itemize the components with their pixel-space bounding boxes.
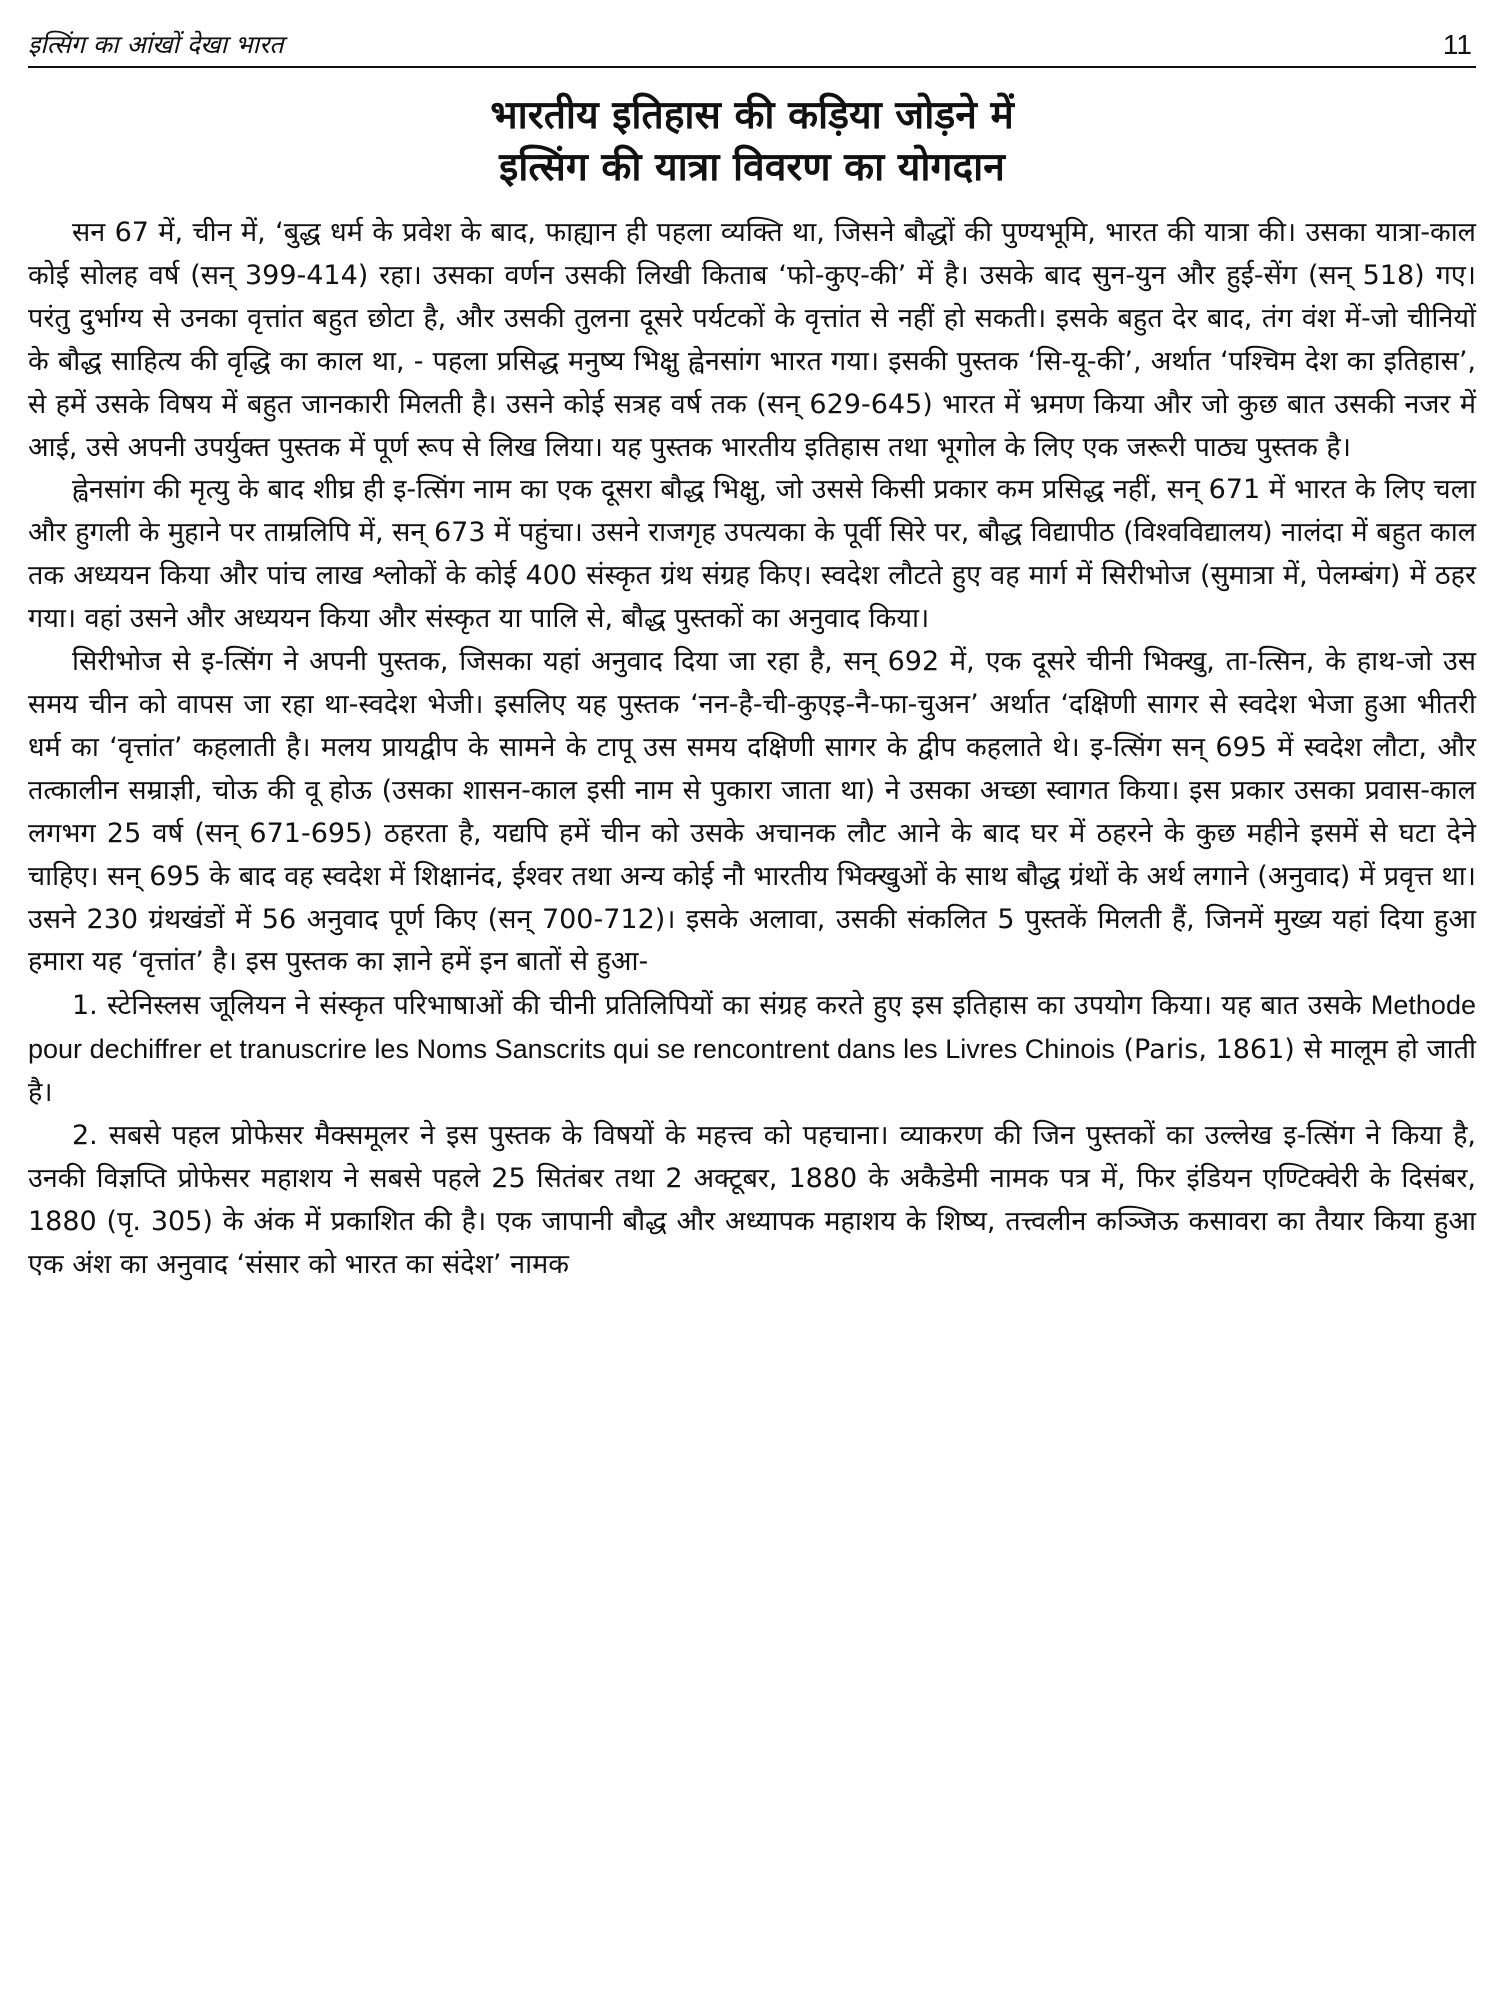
numbered-item-1 bbox=[28, 984, 1476, 1115]
running-header bbox=[28, 30, 1476, 68]
paragraph-faxian-xuanzang: सन 67 में, चीन में, ‘बुद्ध धर्म के प्रवेश के बाद, फाह्यान ही पहला व्यक्ति था, जिसने बौद्धों की पुण्यभूमि, भारत की यात्रा की। उसका यात्रा-काल कोई सोलह वर्ष (सन् 399-414) रहा। उसका वर्णन उसकी लिखी किताब ‘फो-कुए-की’ में है। उसके बाद सुन-युन और हुई-सेंग (सन् 518) गए। परंतु दुर्भाग्य से उनका वृत्तांत बहुत छोटा है, और उसकी तुलना दूसरे पर्यटकों के वृत्तांत से नहीं हो सकती। इसके बहुत देर बाद, तंग वंश में-जो चीनियों के बौद्ध साहित्य की वृद्धि का काल था, - पहला प्रसिद्ध मनुष्य भिक्षु ह्वेनसांग भारत गया। इसकी पुस्तक ‘सि-यू-की’, अर्थात ‘पश्चिम देश का इतिहास’, से हमें उसके विषय में बहुत जानकारी मिलती है। उसने कोई सत्रह वर्ष तक (सन् 629-645) भारत में भ्रमण किया और जो कुछ बात उसकी नजर में आई, उसे अपनी उपर्युक्त पुस्तक में पूर्ण रूप से लिख लिया। यह पुस्तक भारतीय इतिहास तथा भूगोल के लिए एक जरूरी पाठ्य पुस्तक है। bbox=[28, 217, 1477, 463]
paragraph-itsing-journey: ह्वेनसांग की मृत्यु के बाद शीघ्र ही इ-त्सिंग नाम का एक दूसरा बौद्ध भिक्षु, जो उससे किसी प्रकार कम प्रसिद्ध नहीं, सन् 671 में भारत के लिए चला और हुगली के मुहाने पर ताम्रलिपि में, सन् 673 में पहुंचा। उसने राजगृह उपत्यका के पूर्वी सिरे पर, बौद्ध विद्यापीठ (विश्वविद्यालय) नालंदा में बहुत काल तक अध्ययन किया और पांच लाख श्लोकों के कोई 400 संस्कृत ग्रंथ संग्रह किए। स्वदेश लौटते हुए वह मार्ग में सिरीभोज (सुमात्रा में, पेलम्बंग) में ठहर गया। वहां उसने और अध्ययन किया और संस्कृत या पालि से, बौद्ध पुस्तकों का अनुवाद किया। bbox=[28, 474, 1476, 635]
item-1-tail: (Paris, 1861) से मालूम हो जाती है। bbox=[28, 1034, 1476, 1109]
item-1-french-title: Methode pour dechiffrer et tranuscrire les Noms Sanscrits qui se rencontrent dans les Livres Chinois bbox=[28, 990, 1476, 1065]
chapter-heading bbox=[28, 90, 1476, 194]
item-1-lead: 1. स्टेनिस्लस जूलियन ने संस्कृत परिभाषाओं की चीनी प्रतिलिपियों का संग्रह करते हुए इस इतिहास का उपयोग किया। यह बात उसके bbox=[72, 990, 1362, 1022]
running-title: इत्सिंग का आंखों देखा भारत bbox=[28, 30, 284, 59]
chapter-heading-line-2: इत्सिंग की यात्रा विवरण का योगदान bbox=[499, 145, 1005, 190]
paragraph-itsing-book: सिरीभोज से इ-त्सिंग ने अपनी पुस्तक, जिसका यहां अनुवाद दिया जा रहा है, सन् 692 में, एक दूसरे चीनी भिक्खु, ता-त्सिन, के हाथ-जो उस समय चीन को वापस जा रहा था-स्वदेश भेजी। इसलिए यह पुस्तक ‘नन-है-ची-कुएइ-नै-फा-चुअन’ अर्थात ‘दक्षिणी सागर से स्वदेश भेजा हुआ भीतरी धर्म का ‘वृत्तांत’ कहलाती है। मलय प्रायद्वीप के सामने के टापू उस समय दक्षिणी सागर के द्वीप कहलाते थे। इ-त्सिंग सन् 695 में स्वदेश लौटा, और तत्कालीन सम्राज्ञी, चोऊ की वू होऊ (उसका शासन-काल इसी नाम से पुकारा जाता था) ने उसका अच्छा स्वागत किया। इस प्रकार उसका प्रवास-काल लगभग 25 वर्ष (सन् 671-695) ठहरता है, यद्यपि हमें चीन को उसके अचानक लौट आने के बाद घर में ठहरने के कुछ महीने इसमें से घटा देने चाहिए। सन् 695 के बाद वह स्वदेश में शिक्षानंद, ईश्वर तथा अन्य कोई नौ भारतीय भिक्खुओं के साथ बौद्ध ग्रंथों के अर्थ लगाने (अनुवाद) में प्रवृत्त था। उसने 230 ग्रंथखंडों में 56 अनुवाद पूर्ण किए (सन् 700-712)। इसके अलावा, उसकी संकलित 5 पुस्तकें मिलती हैं, जिनमें मुख्य यहां दिया हुआ हमारा यह ‘वृत्तांत’ है। इस पुस्तक का ज्ञाने हमें इन बातों से हुआ- bbox=[28, 646, 1476, 978]
numbered-item-2: 2. सबसे पहल प्रोफेसर मैक्समूलर ने इस पुस्तक के विषयों के महत्त्व को पहचाना। व्याकरण की जिन पुस्तकों का उल्लेख इ-त्सिंग ने किया है, उनकी विज्ञप्ति प्रोफेसर महाशय ने सबसे पहले 25 सितंबर तथा 2 अक्टूबर, 1880 के अकैडेमी नामक पत्र में, फिर इंडियन एण्टिक्वेरी के दिसंबर, 1880 (पृ. 305) के अंक में प्रकाशित की है। एक जापानी बौद्ध और अध्यापक महाशय के शिष्य, तत्त्वलीन कञ्जिऊ कसावरा का तैयार किया हुआ एक अंश का अनुवाद ‘संसार को भारत का संदेश’ नामक bbox=[28, 1120, 1476, 1280]
page-number: 11 bbox=[1442, 29, 1472, 60]
chapter-heading-line-1: भारतीय इतिहास की कड़िया जोड़ने में bbox=[490, 93, 1014, 138]
body-text bbox=[28, 212, 1476, 1287]
